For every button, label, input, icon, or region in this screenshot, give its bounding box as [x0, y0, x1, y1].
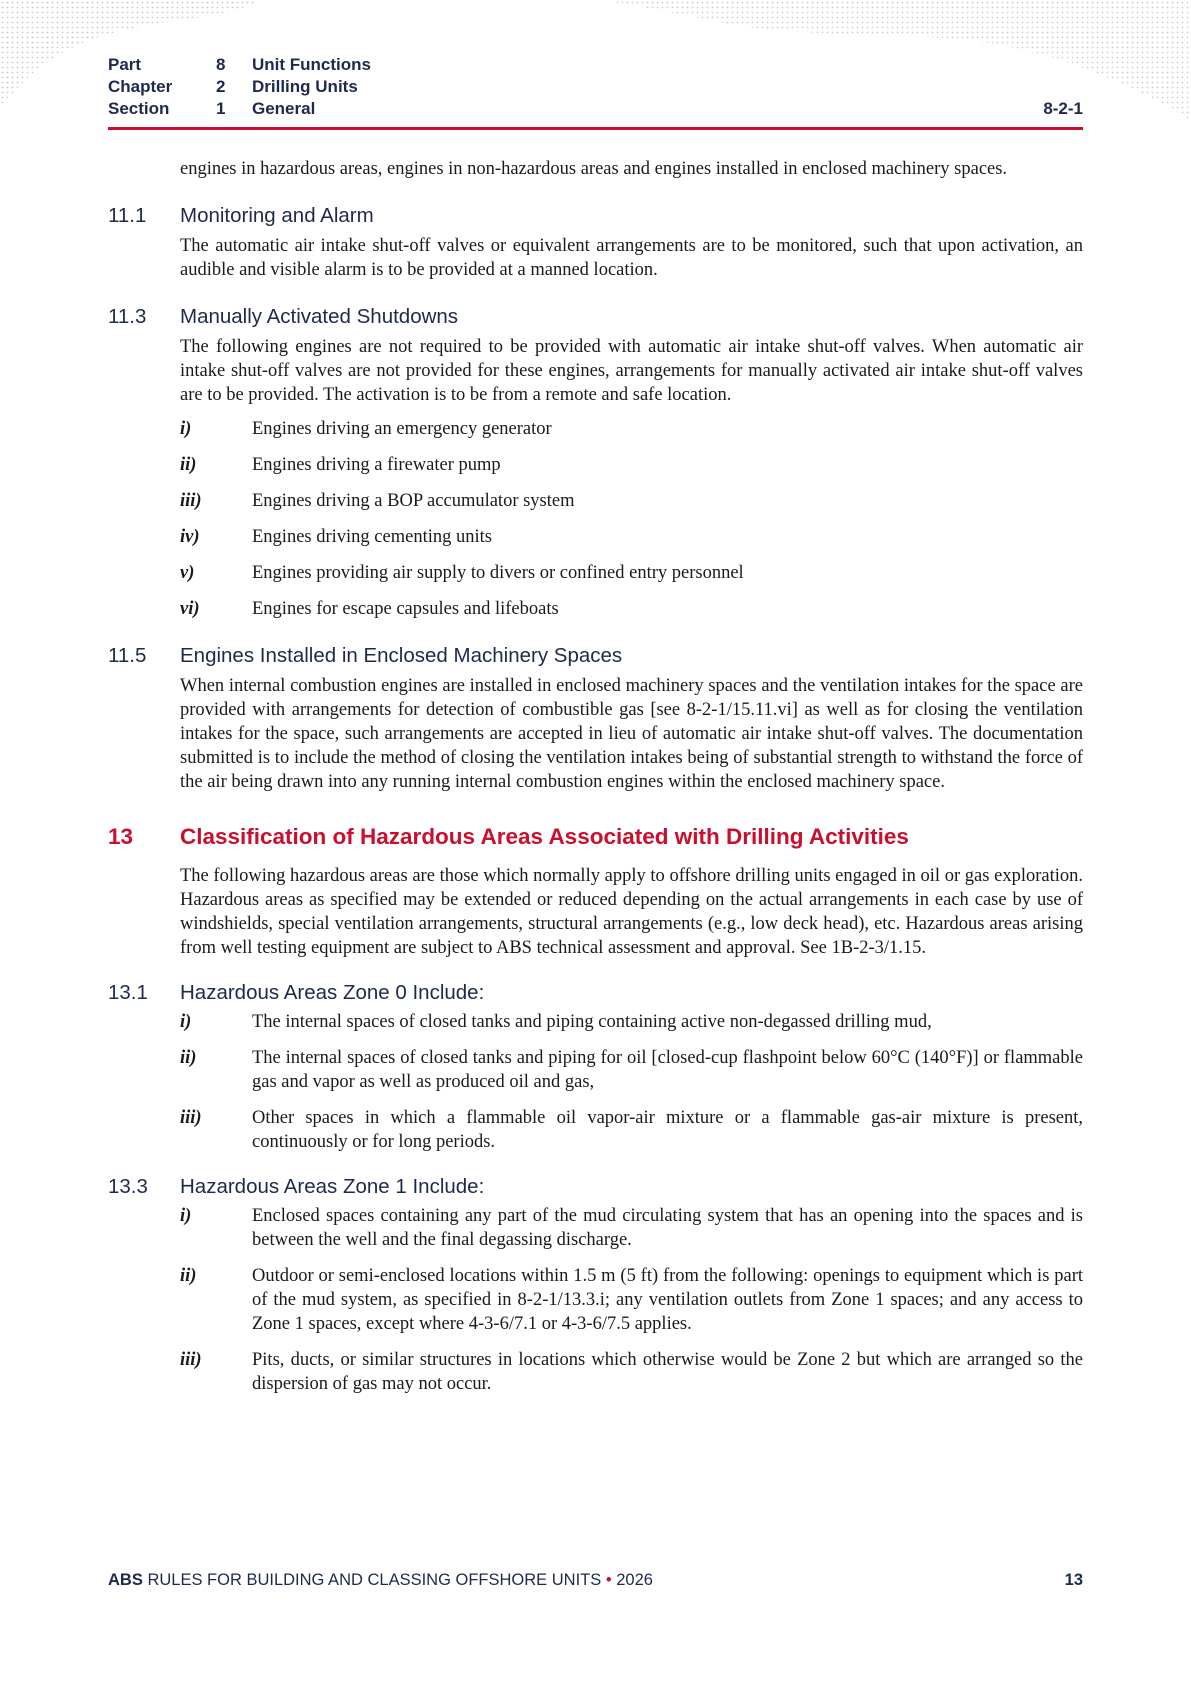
list-label: iii) [180, 1108, 202, 1128]
paragraph-11-5: When internal combustion engines are installed in enclosed machinery spaces and the ventilation intakes for the space are provided with arrangements for detection of combustible gas [see 8-2-1/15.11.vi] as well as for closing the ventilation intakes for the space, such arrangements are accepted in lieu of automatic air intake shut-off valves. The documentation submitted is to include the method of closing the ventilation intakes being of substantial strength to withstand the force of the air being drawn into any running internal combustion engines within the enclosed machinery space. [180, 676, 1083, 792]
list-text: Other spaces in which a flammable oil vapor-air mixture or a flammable gas-air mixture is present, continuously or for long periods. [252, 1108, 1083, 1152]
heading-number: 11.3 [108, 305, 147, 328]
heading-11-1 [108, 203, 1083, 229]
paragraph-11-3: The following engines are not required to be provided with automatic air intake shut-off valves. When automatic air intake shut-off valves are not provided for these engines, arrangements for manually activated air intake shut-off valves are to be provided. The activation is to be from a remote and safe location. [180, 337, 1083, 405]
heading-number: 11.5 [108, 644, 147, 667]
header-key: Part [108, 55, 142, 74]
list-13-1 [180, 1010, 1083, 1154]
list-text: Engines driving a firewater pump [252, 455, 501, 475]
header-num: 2 [216, 77, 226, 96]
heading-number: 13.3 [108, 1175, 148, 1198]
list-text: Engines driving an emergency generator [252, 419, 552, 439]
list-item [180, 1010, 1083, 1034]
header-num: 1 [216, 99, 226, 118]
header-title: General [252, 99, 316, 118]
heading-13-1 [108, 980, 1083, 1006]
list-text: Outdoor or semi-enclosed locations within 1.5 m (5 ft) from the following: openings to equipment which is part of the mud system, as specified in 8-2-1/13.3.i; any ventilation outlets from Zone 1 spaces; and any access to Zone 1 spaces, except where 4-3-6/7.1 or 4-3-6/7.5 applies. [252, 1266, 1083, 1334]
page-header [108, 54, 1083, 120]
header-num: 8 [216, 55, 226, 74]
list-label: i) [180, 419, 192, 439]
heading-title: Hazardous Areas Zone 0 Include: [180, 981, 485, 1004]
list-item [180, 1348, 1083, 1396]
heading-number: 13.1 [108, 981, 148, 1004]
intro-paragraph: engines in hazardous areas, engines in non-hazardous areas and engines installed in enclosed machinery spaces. [180, 159, 1008, 179]
header-title: Unit Functions [252, 55, 371, 74]
list-item [180, 561, 1083, 585]
header-rule [108, 127, 1083, 130]
list-item [180, 453, 1083, 477]
header-reference: 8-2-1 [1043, 99, 1083, 118]
footer-brand: ABS [108, 1571, 143, 1589]
list-label: v) [180, 563, 195, 583]
list-item [180, 1106, 1083, 1154]
list-13-3 [180, 1204, 1083, 1396]
list-text: Engines driving a BOP accumulator system [252, 491, 575, 511]
paragraph-11-1: The automatic air intake shut-off valves or equivalent arrangements are to be monitored, such that upon activation, an audible and visible alarm is to be provided at a manned location. [180, 236, 1083, 280]
list-text: The internal spaces of closed tanks and piping containing active non-degassed drilling mud, [252, 1012, 932, 1032]
list-item [180, 489, 1083, 513]
list-label: ii) [180, 1266, 197, 1286]
heading-title: Manually Activated Shutdowns [180, 305, 459, 328]
header-key: Section [108, 99, 170, 118]
list-text: Engines for escape capsules and lifeboats [252, 599, 559, 619]
page-number: 13 [1064, 1571, 1083, 1589]
list-text: Engines providing air supply to divers or confined entry personnel [252, 563, 744, 583]
heading-11-5 [108, 643, 1083, 669]
list-text: Engines driving cementing units [252, 527, 492, 547]
heading-13-3 [108, 1174, 1083, 1200]
heading-11-3 [108, 304, 1083, 330]
footer-title [108, 1571, 653, 1590]
footer-bullet: • [605, 1571, 612, 1589]
list-item [180, 1264, 1083, 1336]
page-content [108, 157, 1083, 1396]
header-chapter-row [108, 76, 1083, 98]
header-title: Drilling Units [252, 77, 358, 96]
list-label: iii) [180, 1350, 202, 1370]
list-11-3 [180, 417, 1083, 621]
list-item [180, 1204, 1083, 1252]
list-label: iv) [180, 527, 200, 547]
heading-number: 11.1 [108, 204, 147, 227]
header-section-row [108, 98, 1083, 120]
list-label: i) [180, 1012, 192, 1032]
list-label: i) [180, 1206, 192, 1226]
footer-year: 2026 [616, 1571, 653, 1589]
list-label: ii) [180, 455, 197, 475]
heading-title: Hazardous Areas Zone 1 Include: [180, 1175, 485, 1198]
list-label: vi) [180, 599, 200, 619]
list-item [180, 597, 1083, 621]
heading-13 [108, 822, 1083, 852]
heading-title: Engines Installed in Enclosed Machinery Spaces [180, 644, 623, 667]
list-item [180, 525, 1083, 549]
list-item [180, 1046, 1083, 1094]
footer-rules-title: RULES FOR BUILDING AND CLASSING OFFSHORE UNITS [147, 1571, 602, 1589]
list-label: ii) [180, 1048, 197, 1068]
list-label: iii) [180, 491, 202, 511]
heading-number: 13 [108, 824, 134, 849]
page-footer [108, 1571, 1083, 1590]
header-part-row [108, 54, 1083, 76]
heading-title: Monitoring and Alarm [180, 204, 374, 227]
header-key: Chapter [108, 77, 173, 96]
paragraph-13: The following hazardous areas are those which normally apply to offshore drilling units engaged in oil or gas exploration. Hazardous areas as specified may be extended or reduced depending on the actual arrangements in each case by use of windshields, special ventilation arrangements, structural arrangements (e.g., low deck head), etc. Hazardous areas arising from well testing equipment are subject to ABS technical assessment and approval. See 1B-2-3/1.15. [180, 866, 1083, 958]
list-text: Enclosed spaces containing any part of the mud circulating system that has an opening into the spaces and is between the well and the final degassing discharge. [252, 1206, 1083, 1250]
list-item [180, 417, 1083, 441]
list-text: The internal spaces of closed tanks and piping for oil [closed-cup flashpoint below 60°C (140°F)] or flammable gas and vapor as well as produced oil and gas, [252, 1048, 1083, 1092]
list-text: Pits, ducts, or similar structures in locations which otherwise would be Zone 2 but which are arranged so the dispersion of gas may not occur. [252, 1350, 1083, 1394]
heading-title: Classification of Hazardous Areas Associated with Drilling Activities [180, 824, 909, 849]
